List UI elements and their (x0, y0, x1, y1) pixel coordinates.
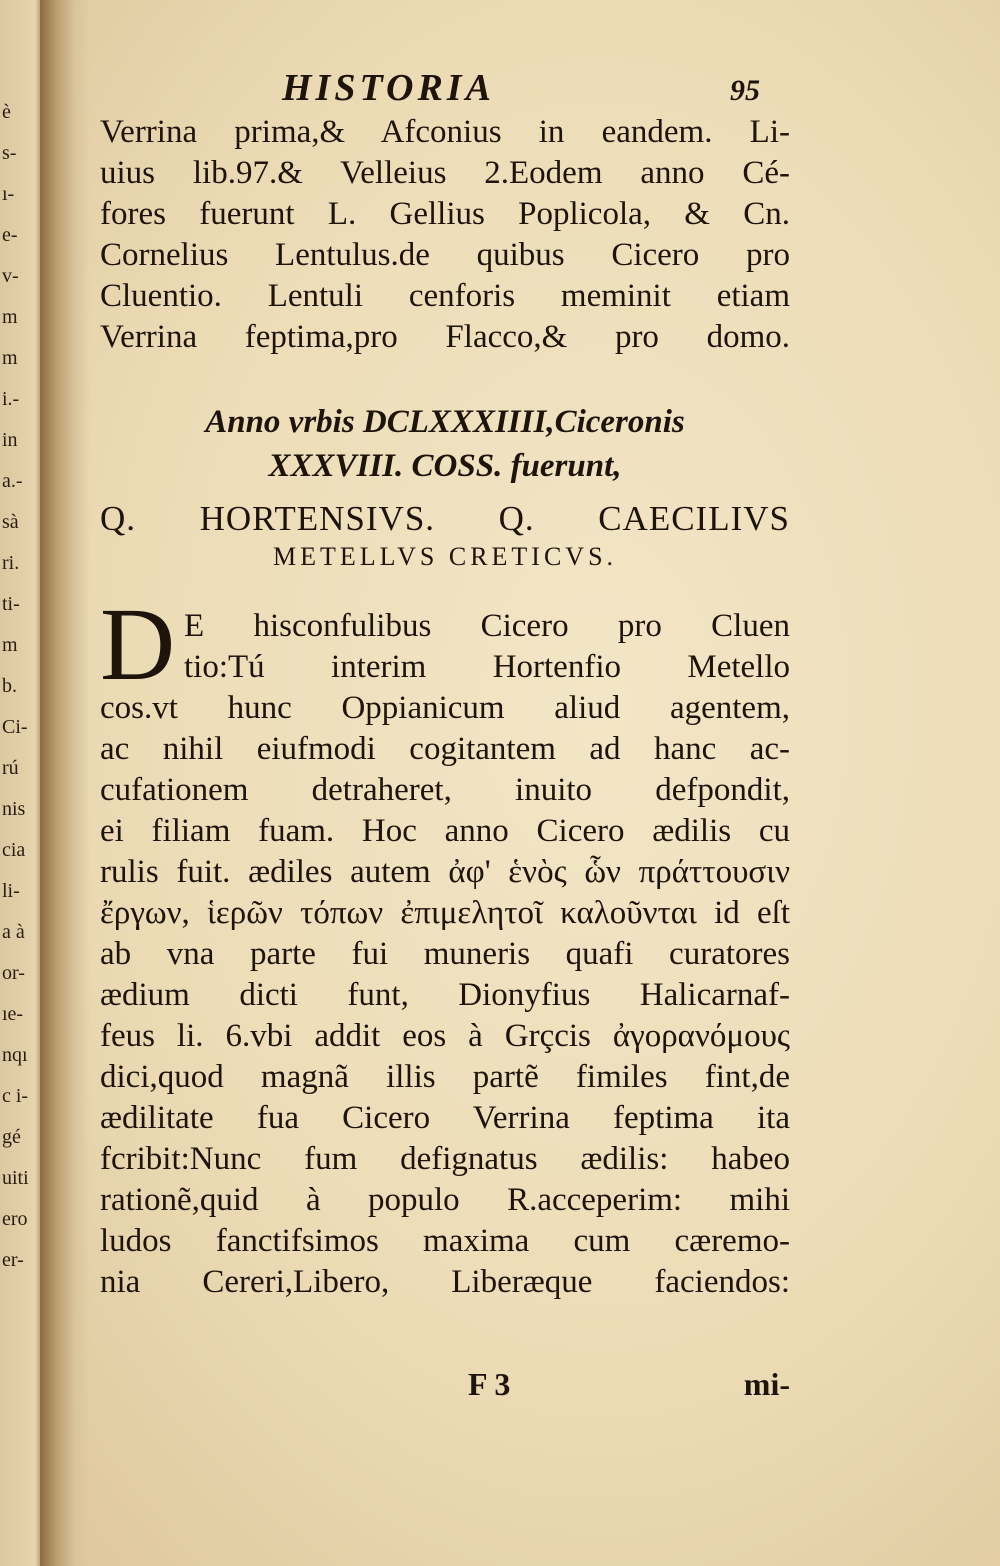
text-line: cos.vt hunc Oppianicum aliud agentem, (100, 690, 790, 726)
drop-cap: D (100, 587, 176, 702)
text-line: rulis fuit. ædiles autem ἀφ' ἑνὸς ὧν πράττουσιν (100, 854, 790, 890)
left-page-fragment: er- (2, 1249, 24, 1271)
text-line: ei filiam fuam. Hoc anno Cicero ædilis cu (100, 813, 790, 849)
left-page-fragment: nis (2, 798, 26, 820)
text-line: Cluentio. Lentuli cenforis meminit etiam (100, 278, 790, 314)
left-page-fragment: è (2, 101, 11, 123)
text-line: ἔργων, ἱερῶν τόπων ἐπιμελητοῖ καλοῦνται id eſt (100, 895, 790, 931)
text-line: Verrina feptima,pro Flacco,& pro domo. (100, 319, 790, 355)
left-page-fragment: ti- (2, 593, 20, 615)
text-line: ludos fanctifsimos maxima cum cæremo- (100, 1223, 790, 1259)
left-page-fragment: b. (2, 675, 17, 697)
left-page-fragment: ı- (2, 183, 15, 205)
left-page-fragment: li- (2, 880, 20, 902)
text-line: ædium dicti funt, Dionyfius Halicarnaf- (100, 977, 790, 1013)
left-page-fragment: rú (2, 757, 19, 779)
page-footer (100, 1366, 790, 1406)
year-heading (100, 400, 790, 488)
left-page-fragment: v- (2, 265, 19, 287)
consuls-line: METELLVS CRETICVS. (272, 542, 618, 571)
left-page-fragment: in (2, 429, 18, 451)
left-page-fragment: ri. (2, 552, 20, 574)
text-line: E hisconfulibus Cicero pro Cluen (184, 608, 790, 644)
page-header (282, 66, 782, 116)
page-number: 95 (730, 74, 760, 107)
left-page-fragment: s- (2, 142, 17, 164)
paragraph-1 (100, 112, 790, 358)
consuls-line: Q. HORTENSIVS. Q. CAECILIVS (100, 499, 790, 538)
left-page-fragment: m (2, 634, 18, 656)
left-page-fragment: ıe- (2, 1003, 24, 1025)
left-page-fragment: a.- (2, 470, 23, 492)
signature-mark: F 3 (468, 1366, 511, 1402)
text-line: Verrina prima,& Afconius in eandem. Li- (100, 114, 790, 150)
left-page-fragment: cia (2, 839, 26, 861)
text-line: feus li. 6.vbi addit eos à Grçcis ἀγορανόμους (100, 1018, 790, 1054)
left-page-fragment: or- (2, 962, 25, 984)
left-page-fragment: sà (2, 511, 19, 533)
catchword: mi- (743, 1366, 790, 1402)
text-line: fcribit:Nunc fum defignatus ædilis: habeo (100, 1141, 790, 1177)
left-page-edge (0, 0, 44, 1566)
book-gutter (40, 0, 90, 1566)
text-line: nia Cereri,Libero, Liberæque faciendos: (100, 1264, 790, 1300)
text-line: cufationem detraheret, inuito defpondit, (100, 772, 790, 808)
text-line: Cornelius Lentulus.de quibus Cicero pro (100, 237, 790, 273)
left-page-fragment: e- (2, 224, 18, 246)
left-page-fragment: Ci- (2, 716, 28, 738)
left-page-fragment: i.- (2, 388, 20, 410)
text-line: ædilitate fua Cicero Verrina feptima ita (100, 1100, 790, 1136)
year-heading-line: XXXVIII. COSS. fuerunt, (268, 448, 622, 484)
left-page-fragment: a à (2, 921, 25, 943)
text-line: dici,quod magnã illis partẽ fimiles fint,de (100, 1059, 790, 1095)
left-page-fragment: nqı (2, 1044, 28, 1066)
left-page-fragment: m (2, 347, 18, 369)
text-line: fores fuerunt L. Gellius Poplicola, & Cn. (100, 196, 790, 232)
text-line: ab vna parte fui muneris quafi curatores (100, 936, 790, 972)
paragraph-2 (100, 606, 790, 1303)
left-page-fragment: c i- (2, 1085, 29, 1107)
left-page-fragment: m (2, 306, 18, 328)
text-line: tio:Tú interim Hortenfio Metello (184, 649, 790, 685)
year-heading-line: Anno vrbis DCLXXXIIII,Ciceronis (205, 404, 685, 440)
text-line: ac nihil eiufmodi cogitantem ad hanc ac- (100, 731, 790, 767)
text-line: rationẽ,quid à populo R.acceperim: mihi (100, 1182, 790, 1218)
left-page-fragment: ero (2, 1208, 28, 1230)
left-page-fragment: uiti (2, 1167, 29, 1189)
left-page-fragment: gé (2, 1126, 21, 1148)
running-title: HISTORIA (282, 67, 495, 109)
consuls-heading (100, 498, 790, 574)
text-line: uius lib.97.& Velleius 2.Eodem anno Cé- (100, 155, 790, 191)
